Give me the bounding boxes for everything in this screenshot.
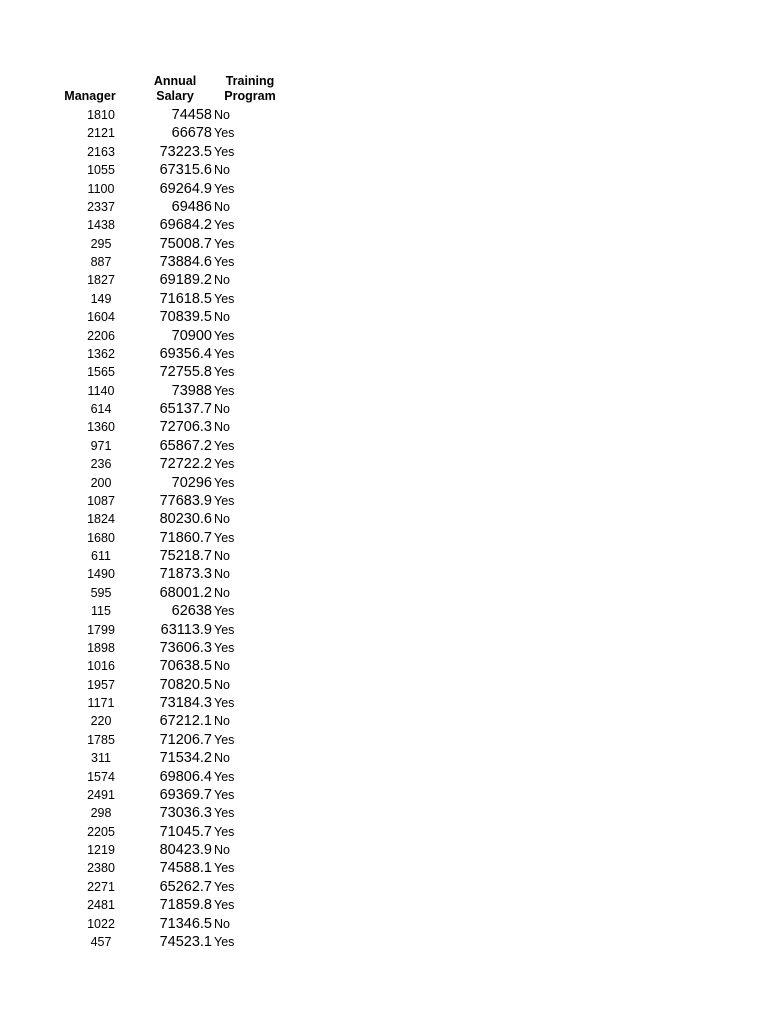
cell-training-program: No [214,585,230,600]
table-row [0,418,300,436]
cell-training-program: Yes [214,126,235,141]
table-row [0,584,300,602]
cell-training-program: No [214,108,230,122]
cell-training-program: No [214,843,230,857]
cell-annual-salary: 72706.3 [159,419,212,436]
cell-training-program: Yes [214,236,235,251]
cell-annual-salary: 65137.7 [159,401,212,417]
table-row [0,161,300,179]
header-salary-line1: Annual [153,74,197,88]
cell-training-program: Yes [214,934,235,949]
cell-annual-salary: 80423.9 [159,842,212,858]
table-row [0,731,300,749]
cell-manager: 971 [90,438,112,453]
cell-annual-salary: 73988 [171,382,212,399]
cell-training-program: Yes [214,383,235,398]
cell-training-program: No [214,916,230,931]
cell-training-program: Yes [214,622,235,637]
cell-training-program: Yes [214,640,235,655]
cell-annual-salary: 77683.9 [159,492,212,509]
cell-manager: 595 [90,585,112,600]
cell-manager: 1438 [87,218,115,233]
cell-training-program: No [214,273,230,288]
table-row [0,143,300,161]
cell-annual-salary: 69684.2 [159,217,212,234]
cell-annual-salary: 69486 [171,198,212,215]
cell-training-program: Yes [214,898,235,913]
table-row [0,768,300,786]
cell-training-program: No [214,402,230,416]
cell-manager: 457 [90,934,112,949]
cell-training-program: Yes [214,457,235,472]
cell-manager: 1574 [87,769,115,784]
cell-training-program: Yes [214,144,235,159]
cell-manager: 614 [90,402,112,416]
cell-annual-salary: 75218.7 [159,548,212,564]
table-row [0,510,300,528]
cell-training-program: Yes [214,769,235,784]
cell-manager: 236 [90,457,112,472]
table-row [0,124,300,142]
cell-annual-salary: 71859.8 [159,897,212,914]
cell-manager: 1362 [87,346,115,361]
cell-training-program: Yes [214,218,235,233]
data-rows [0,106,300,951]
cell-training-program: Yes [214,530,235,545]
cell-manager: 2481 [87,898,115,913]
header-manager-label: Manager [64,89,116,103]
cell-manager: 1490 [87,567,115,582]
cell-annual-salary: 71346.5 [159,915,212,932]
table-row [0,676,300,694]
cell-manager: 2271 [87,879,115,894]
table-row [0,253,300,271]
cell-annual-salary: 73884.6 [159,254,212,270]
table-row [0,290,300,308]
table-row [0,235,300,253]
cell-annual-salary: 71534.2 [159,750,212,767]
cell-annual-salary: 71045.7 [159,823,212,840]
cell-annual-salary: 70900 [171,327,212,344]
cell-annual-salary: 65262.7 [159,878,212,895]
cell-annual-salary: 65867.2 [159,437,212,454]
table-row [0,547,300,565]
cell-training-program: Yes [214,824,235,839]
cell-training-program: Yes [214,861,235,876]
cell-annual-salary: 71873.3 [159,566,212,583]
cell-manager: 311 [91,751,111,766]
cell-annual-salary: 70296 [171,474,212,491]
table-row [0,896,300,914]
cell-manager: 1360 [87,420,115,435]
cell-annual-salary: 80230.6 [159,511,212,528]
cell-manager: 149 [90,291,112,306]
cell-manager: 2380 [87,861,115,876]
table-row [0,694,300,712]
cell-training-program: Yes [214,438,235,453]
cell-manager: 2206 [87,328,115,343]
cell-manager: 298 [90,806,112,821]
cell-annual-salary: 70820.5 [159,676,212,693]
cell-manager: 1055 [87,163,115,178]
cell-training-program: Yes [214,732,235,747]
cell-annual-salary: 73036.3 [159,805,212,822]
cell-annual-salary: 73184.3 [159,695,212,711]
cell-training-program: Yes [214,604,235,619]
cell-annual-salary: 63113.9 [160,621,212,638]
cell-annual-salary: 62638 [171,603,212,620]
cell-training-program: No [214,512,230,527]
cell-manager: 295 [90,236,112,251]
cell-training-program: No [214,163,230,178]
cell-annual-salary: 75008.7 [159,235,212,252]
cell-annual-salary: 72755.8 [159,364,212,381]
table-row [0,216,300,234]
header-training-line1: Training [225,74,275,88]
table-row [0,492,300,510]
table-row [0,382,300,400]
table-row [0,657,300,675]
cell-manager: 887 [90,255,112,269]
cell-annual-salary: 74588.1 [159,860,212,877]
table-row [0,327,300,345]
table-row [0,565,300,583]
table-row [0,198,300,216]
cell-manager: 1565 [87,365,115,380]
table-row [0,804,300,822]
cell-training-program: Yes [214,787,235,802]
cell-annual-salary: 67212.1 [159,713,212,730]
table-row [0,271,300,289]
cell-annual-salary: 70839.5 [159,309,212,326]
table-row [0,621,300,639]
cell-manager: 1100 [87,181,115,196]
cell-manager: 2163 [87,144,115,159]
table-row [0,841,300,859]
cell-training-program: Yes [214,328,235,343]
table-row [0,437,300,455]
cell-annual-salary: 68001.2 [159,584,212,601]
cell-training-program: No [214,659,230,674]
cell-manager: 1604 [87,310,115,325]
cell-annual-salary: 67315.6 [159,162,212,179]
cell-manager: 611 [91,549,111,563]
cell-manager: 220 [90,714,112,729]
cell-annual-salary: 69189.2 [159,272,212,289]
cell-annual-salary: 69806.4 [159,768,212,785]
table-row [0,345,300,363]
cell-annual-salary: 74523.1 [159,933,212,950]
cell-training-program: No [214,310,230,325]
cell-training-program: Yes [214,181,235,196]
cell-annual-salary: 74458 [171,107,212,123]
cell-annual-salary: 71860.7 [159,529,212,546]
cell-manager: 2491 [87,787,115,802]
table-row [0,529,300,547]
table-row [0,749,300,767]
cell-training-program: No [214,751,230,766]
cell-manager: 200 [90,475,112,490]
cell-manager: 1680 [87,530,115,545]
table-row [0,474,300,492]
cell-training-program: No [214,420,230,435]
table-row [0,786,300,804]
cell-manager: 1898 [87,640,115,655]
cell-manager: 1957 [87,677,115,692]
table-row [0,915,300,933]
table-row [0,933,300,951]
header-annual-salary [146,74,204,104]
table-row [0,859,300,877]
cell-training-program: Yes [214,696,235,710]
cell-annual-salary: 70638.5 [159,658,212,675]
table-row [0,363,300,381]
cell-training-program: Yes [214,255,235,269]
table-row [0,823,300,841]
cell-manager: 1810 [87,108,115,122]
cell-manager: 1016 [87,659,115,674]
cell-manager: 1171 [87,696,115,710]
cell-training-program: No [214,549,230,563]
cell-training-program: No [214,677,230,692]
cell-manager: 1785 [87,732,115,747]
cell-training-program: Yes [214,493,235,508]
table-row [0,712,300,730]
cell-annual-salary: 66678 [171,125,212,142]
cell-manager: 2337 [87,199,115,214]
cell-manager: 1827 [87,273,115,288]
cell-training-program: No [214,714,230,729]
cell-training-program: Yes [214,346,235,361]
table-row [0,180,300,198]
cell-annual-salary: 73223.5 [159,143,212,160]
cell-training-program: Yes [214,879,235,894]
cell-manager: 1219 [87,843,115,857]
cell-training-program: No [214,199,230,214]
table-row [0,878,300,896]
header-training-line2: Program [224,89,276,103]
cell-annual-salary: 69264.9 [159,180,212,197]
cell-annual-salary: 73606.3 [159,639,212,656]
cell-manager: 1799 [87,622,115,637]
cell-manager: 115 [91,604,111,619]
cell-manager: 1022 [87,916,115,931]
cell-manager: 1087 [87,493,115,508]
cell-annual-salary: 69369.7 [159,786,212,803]
table-row [0,455,300,473]
table-row [0,308,300,326]
cell-manager: 2121 [87,126,115,141]
cell-training-program: Yes [214,365,235,380]
header-manager [58,89,122,104]
table-row [0,106,300,124]
cell-annual-salary: 72722.2 [159,456,212,473]
table-row [0,639,300,657]
cell-training-program: No [214,567,230,582]
header-training-program [218,74,282,104]
table-row [0,400,300,418]
table-row [0,602,300,620]
header-salary-line2: Salary [156,89,194,103]
cell-manager: 1140 [87,383,115,398]
cell-training-program: Yes [214,806,235,821]
cell-training-program: Yes [214,475,235,490]
cell-annual-salary: 71618.5 [159,290,212,307]
cell-training-program: Yes [214,291,235,306]
cell-annual-salary: 69356.4 [159,345,212,362]
cell-annual-salary: 71206.7 [159,731,212,748]
cell-manager: 1824 [87,512,115,527]
cell-manager: 2205 [87,824,115,839]
